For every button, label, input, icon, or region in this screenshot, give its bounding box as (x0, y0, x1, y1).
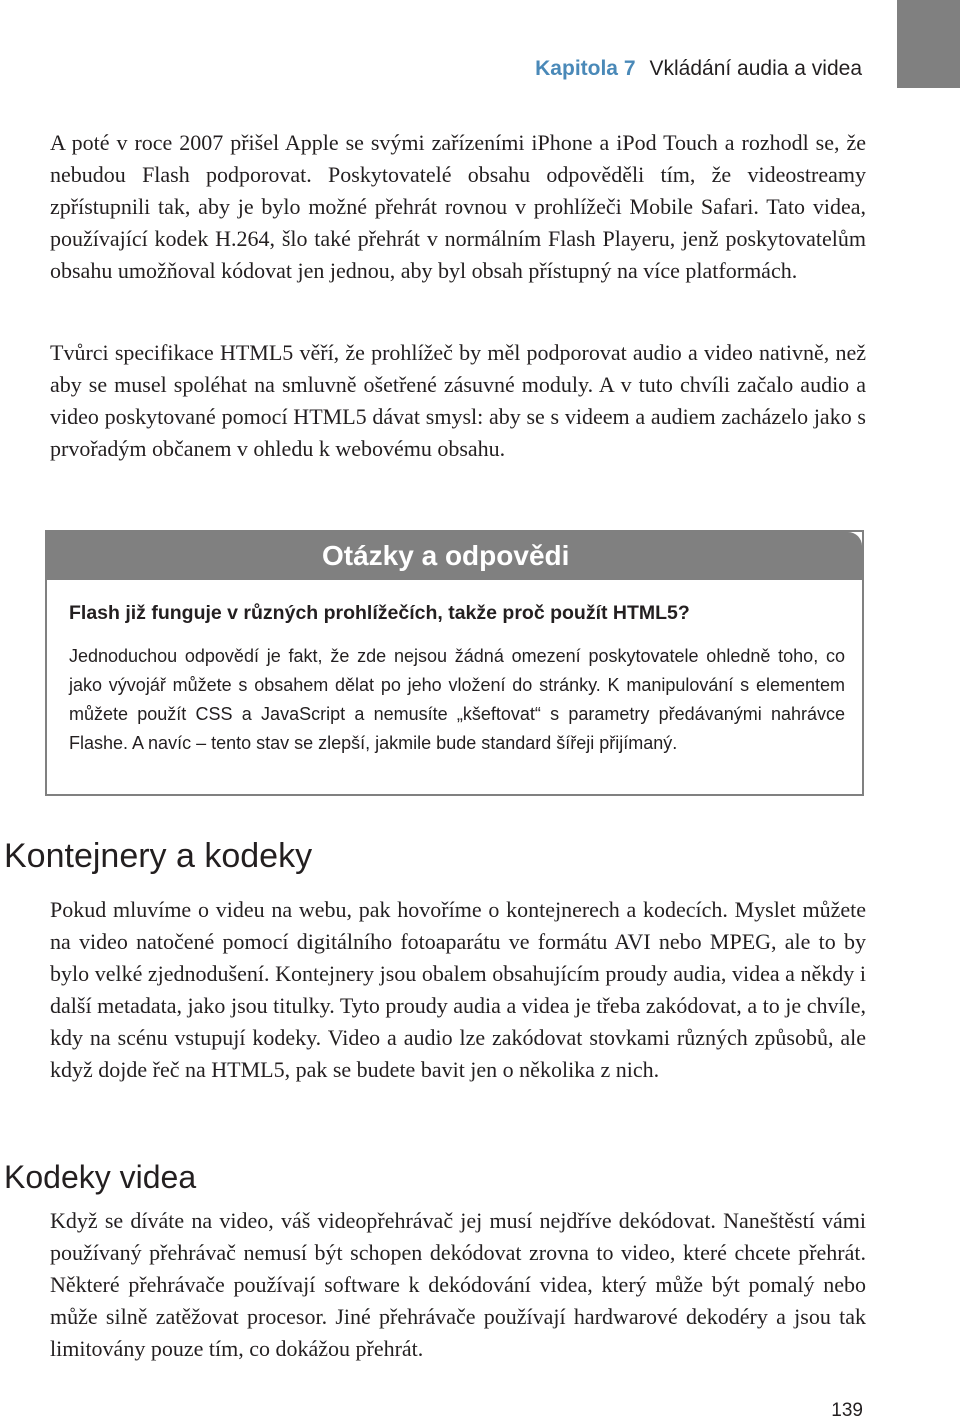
section-heading-containers-codecs: Kontejnery a kodeky (4, 837, 313, 875)
section-heading-video-codecs: Kodeky videa (4, 1159, 197, 1195)
chapter-thumb-tab (897, 0, 960, 88)
paragraph-containers-codecs: Pokud mluvíme o videu na webu, pak hovoříme o kontejnerech a kodecích. Myslet můžete na video natočené pomocí digitálního fotoaparátu ve formátu AVI nebo MPEG, ale to by bylo velké zjednodušení. Kontejnery jsou obalem obsahujícím proudy audia, videa a někdy i další metadata, jako jsou titulky. Tyto proudy audia a videa je třeba zakódovat, a to je chvíle, kdy na scénu vstupují kodeky. Video a audio lze zakódovat stovkami různých způsobů, ale když dojde řeč na HTML5, pak se budete bavit jen o několika z nich. (50, 897, 866, 1082)
running-head-title: Vkládání audia a videa (649, 57, 862, 80)
qa-question: Flash již funguje v různých prohlížečích, takže proč použít HTML5? (69, 602, 690, 624)
qa-box-title: Otázky a odpovědi (322, 540, 570, 571)
running-head (535, 55, 862, 83)
paragraph-intro-2: Tvůrci specifikace HTML5 věří, že prohlížeč by měl podporovat audio a video nativně, než aby se musel spoléhat na smluvně ošetřené zásuvné moduly. A v tuto chvíli začalo audio a video poskytované pomocí HTML5 dávat smysl: aby se s videem a audiem zacházelo jako s prvořadým občanem v ohledu k webovému obsahu. (50, 340, 866, 461)
paragraph-video-codecs: Když se díváte na video, váš videopřehrávač jej musí nejdříve dekódovat. Naneštěstí vámi používaný přehrávač nemusí být schopen dekódovat zrovna to video, které chcete přehrát. Některé přehrávače používají software k dekódování videa, který může být pomalý nebo může silně zatěžovat procesor. Jiné přehrávače používají hardwarové dekodéry a jsou tak limitovány pouze tím, co dokážou přehrát. (50, 1208, 866, 1361)
qa-box (45, 530, 864, 796)
page-number: 139 (831, 1400, 863, 1421)
running-head-chapter: Kapitola 7 (535, 57, 636, 80)
paragraph-intro-1: A poté v roce 2007 přišel Apple se svými zařízeními iPhone a iPod Touch a rozhodl se, že nebudou Flash podporovat. Poskytovatelé obsahu odpověděli tím, že videostreamy zpřístupnili tak, aby je bylo možné přehrát rovnou v prohlížeči Mobile Safari. Tato videa, používající kodek H.264, šlo také přehrát v normálním Flash Playeru, jenž poskytovatelům obsahu umožňoval kódovat jen jednou, aby byl obsah přístupný na více platformách. (50, 130, 866, 283)
qa-box-header (47, 532, 862, 580)
qa-answer: Jednoduchou odpovědí je fakt, že zde nejsou žádná omezení poskytovatele ohledně toho, co jako vývojář můžete s obsahem dělat po jeho vložení do stránky. K manipulování s elementem můžete použít CSS a JavaScript a nemusíte „kšeftovat“ s parametry předávanými nahrávce Flashe. A navíc – tento stav se zlepší, jakmile bude standard šířeji přijímaný. (69, 646, 845, 753)
